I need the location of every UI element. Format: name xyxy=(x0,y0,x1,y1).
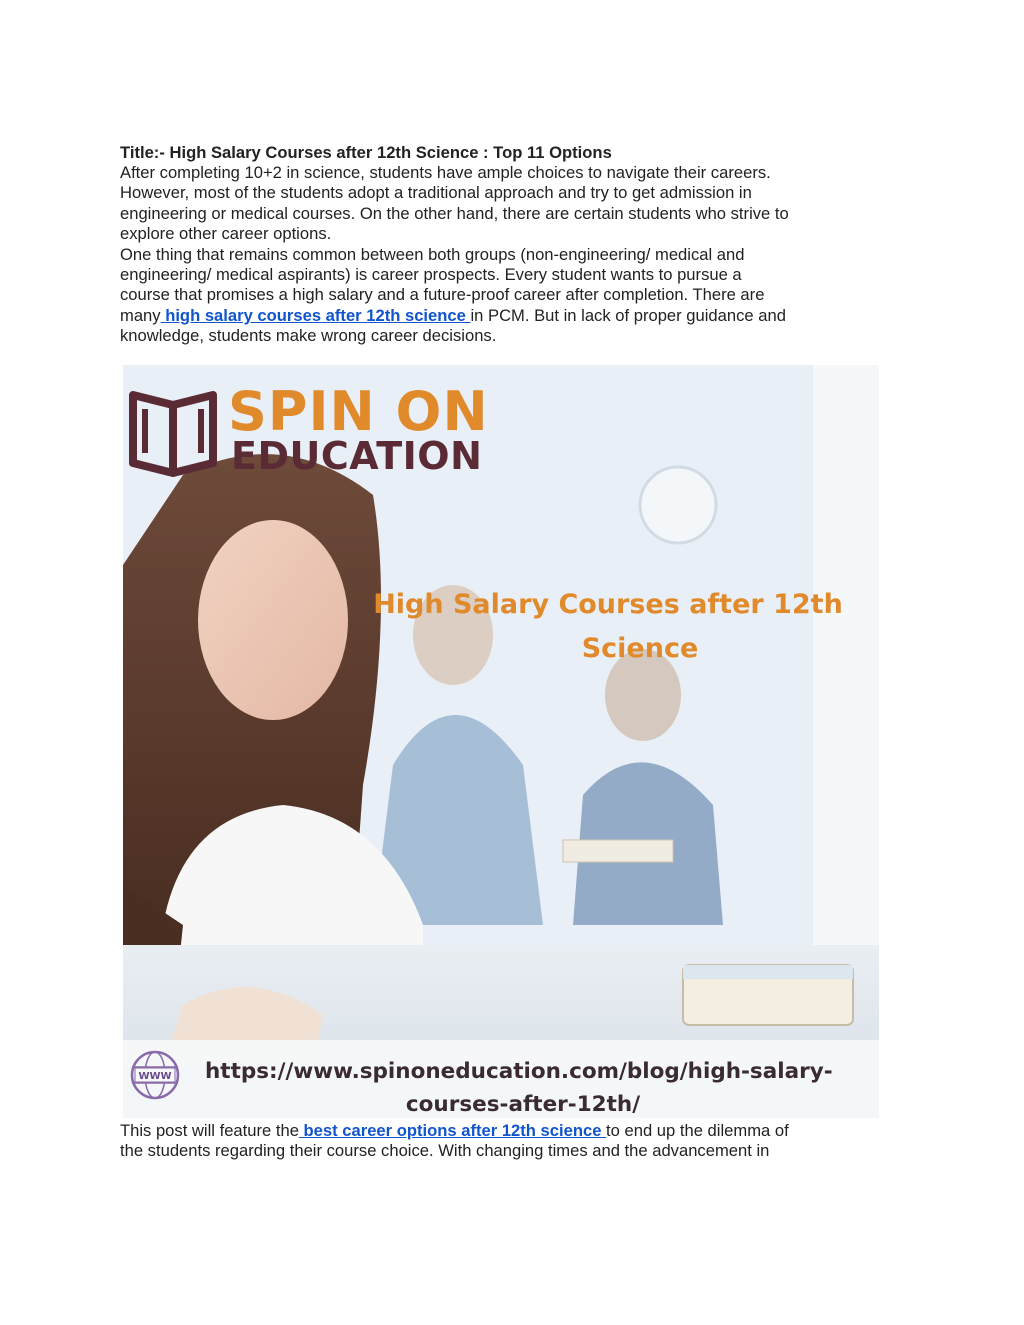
article-top xyxy=(120,143,910,347)
paragraph-3 xyxy=(120,1121,910,1162)
paragraph-2-line: knowledge, students make wrong career decisions. xyxy=(120,326,497,346)
banner-heading-line-1: High Salary Courses after 12th xyxy=(373,589,843,620)
paragraph-3-text: This post will feature the xyxy=(120,1121,299,1140)
hero-banner-image xyxy=(123,365,879,1118)
paragraph-2 xyxy=(120,245,910,347)
paragraph-2-text: in PCM. But in lack of proper guidance and xyxy=(470,305,786,325)
article-title: Title:- High Salary Courses after 12th Science : Top 11 Options xyxy=(120,143,612,162)
paragraph-3-line: the students regarding their course choice. With changing times and the advancement in xyxy=(120,1141,770,1161)
paragraph-2-text: many xyxy=(120,305,161,325)
high-salary-courses-link[interactable]: high salary courses after 12th science xyxy=(160,305,471,325)
wall-clock xyxy=(640,467,716,543)
banner-heading-line-2: Science xyxy=(581,633,699,664)
paragraph-2-line: One thing that remains common between both groups (non-engineering/ medical and xyxy=(120,244,745,264)
best-career-options-link[interactable]: best career options after 12th science xyxy=(298,1121,607,1140)
paragraph-1-line: engineering or medical courses. On the other hand, there are certain students who strive to xyxy=(120,203,789,223)
www-badge-text: WWW xyxy=(138,1071,172,1082)
paragraph-1-line: explore other career options. xyxy=(120,224,332,244)
brand-line-2: EDUCATION xyxy=(231,434,483,478)
paragraph-3-text: to end up the dilemma of xyxy=(606,1121,789,1140)
paragraph-1 xyxy=(120,163,910,245)
brand-line-1: SPIN ON xyxy=(228,380,489,443)
paragraph-2-line: engineering/ medical aspirants) is career prospects. Every student wants to pursue a xyxy=(120,265,742,285)
paragraph-2-line: course that promises a high salary and a future-proof career after completion. There are xyxy=(120,285,765,305)
paragraph-1-line: After completing 10+2 in science, students have ample choices to navigate their careers. xyxy=(120,163,771,182)
paragraph-1-line: However, most of the students adopt a traditional approach and try to get admission in xyxy=(120,183,752,203)
article-bottom xyxy=(120,1121,910,1162)
banner-url-line-1: https://www.spinoneducation.com/blog/high-salary- xyxy=(205,1059,833,1084)
banner-url-line-2: courses-after-12th/ xyxy=(405,1092,641,1117)
